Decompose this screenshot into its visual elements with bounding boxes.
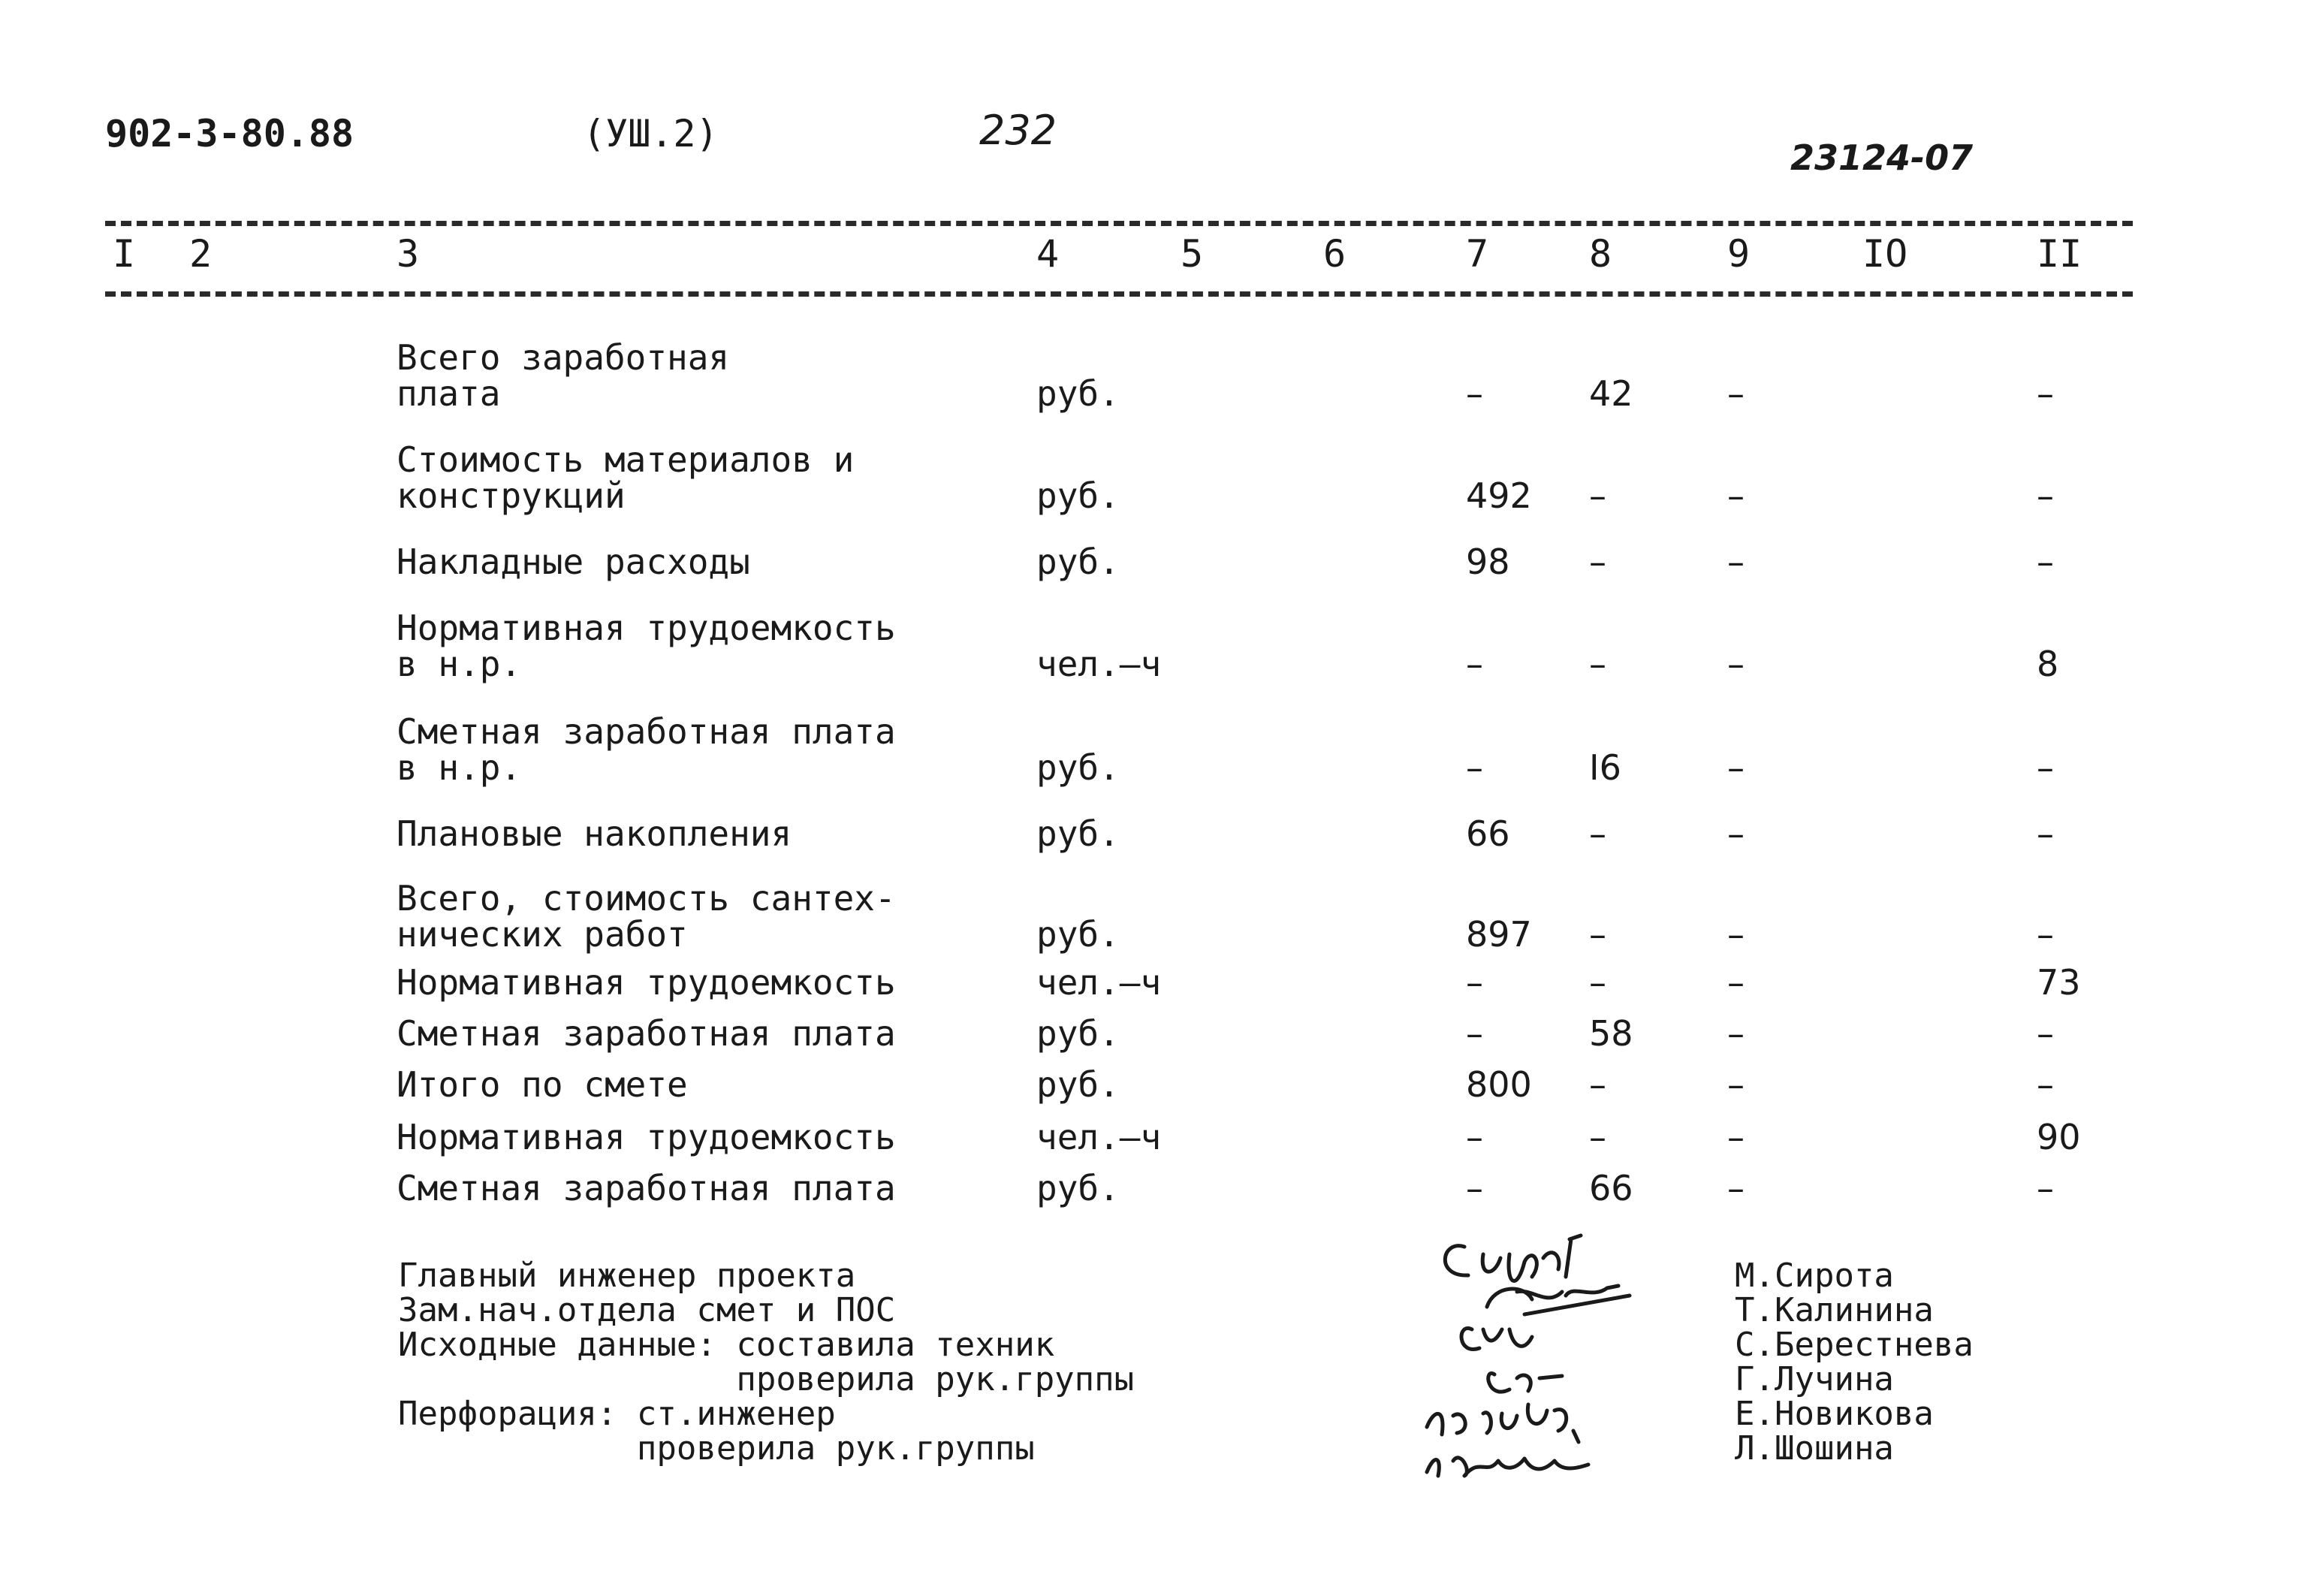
- handwritten-signatures: [1412, 1217, 1742, 1487]
- signature-roles: Главный инженер проекта Зам.нач.отдела смет и ПОС Исходные данные: составила техник проверила рук.группы Перфорация: ст.инженер проверила рук.группы: [398, 1257, 1135, 1468]
- row-col9-value: –: [1727, 644, 1745, 684]
- row-col9-value: –: [1727, 475, 1745, 516]
- row-col8-value: 58: [1589, 1013, 1633, 1054]
- row-col9-value: –: [1727, 962, 1745, 1003]
- row-unit: руб.: [1036, 813, 1120, 854]
- column-number: 6: [1323, 232, 1347, 276]
- row-col8-value: –: [1589, 475, 1606, 516]
- row-description: Плановые накопления: [397, 813, 792, 854]
- row-col11-value: –: [2037, 1064, 2054, 1105]
- row-description: Всего заработная плата: [397, 337, 730, 414]
- row-col11-value: 8: [2037, 644, 2059, 684]
- row-col7-value: 66: [1466, 813, 1510, 854]
- document-code: 902-3-80.88: [105, 112, 354, 155]
- header-rule-bottom: [105, 291, 2133, 297]
- row-col9-value: –: [1727, 813, 1745, 854]
- column-number: II: [2037, 232, 2082, 276]
- row-col11-value: –: [2037, 813, 2054, 854]
- page-number: 232: [979, 107, 1057, 154]
- row-description: Всего, стоимость сантех- нических работ: [397, 878, 896, 955]
- signature-names: М.Сирота Т.Калинина С.Берестнева Г.Лучина Е.Новикова Л.Шошина: [1735, 1257, 1974, 1468]
- row-col7-value: 897: [1466, 914, 1532, 955]
- row-col7-value: –: [1466, 747, 1483, 788]
- row-col8-value: –: [1589, 1117, 1606, 1157]
- row-col8-value: I6: [1589, 747, 1621, 788]
- column-number: 7: [1466, 232, 1489, 276]
- row-col9-value: –: [1727, 1064, 1745, 1105]
- row-unit: руб.: [1036, 475, 1120, 516]
- column-number: 4: [1036, 232, 1060, 276]
- row-description: Сметная заработная плата: [397, 1013, 896, 1054]
- row-col11-value: –: [2037, 747, 2054, 788]
- row-col9-value: –: [1727, 1013, 1745, 1054]
- row-col11-value: 73: [2037, 962, 2081, 1003]
- column-number: IO: [1862, 232, 1908, 276]
- column-number: I: [113, 232, 136, 276]
- row-col8-value: –: [1589, 962, 1606, 1003]
- row-col7-value: –: [1466, 1117, 1483, 1157]
- row-col8-value: –: [1589, 813, 1606, 854]
- row-unit: руб.: [1036, 1064, 1120, 1105]
- column-number: 3: [397, 232, 420, 276]
- row-col8-value: 42: [1589, 373, 1633, 414]
- row-col11-value: –: [2037, 1168, 2054, 1208]
- row-col11-value: –: [2037, 373, 2054, 414]
- column-number: 5: [1181, 232, 1204, 276]
- row-col7-value: 492: [1466, 475, 1532, 516]
- row-unit: чел.–ч: [1036, 644, 1162, 684]
- row-col9-value: –: [1727, 373, 1745, 414]
- row-col8-value: –: [1589, 644, 1606, 684]
- row-unit: руб.: [1036, 747, 1120, 788]
- row-description: Итого по смете: [397, 1064, 688, 1105]
- row-col8-value: 66: [1589, 1168, 1633, 1208]
- column-number: 8: [1589, 232, 1612, 276]
- row-col11-value: –: [2037, 542, 2054, 582]
- row-col7-value: 800: [1466, 1064, 1532, 1105]
- row-col7-value: 98: [1466, 542, 1510, 582]
- row-col9-value: –: [1727, 542, 1745, 582]
- row-description: Стоимость материалов и конструкций: [397, 439, 855, 516]
- row-col8-value: –: [1589, 542, 1606, 582]
- row-description: Сметная заработная плата: [397, 1168, 896, 1208]
- row-col11-value: –: [2037, 475, 2054, 516]
- row-col9-value: –: [1727, 747, 1745, 788]
- row-col11-value: 90: [2037, 1117, 2081, 1157]
- row-description: Нормативная трудоемкость в н.р.: [397, 608, 896, 684]
- sheet-section: (УШ.2): [583, 112, 719, 155]
- row-col11-value: –: [2037, 914, 2054, 955]
- row-unit: руб.: [1036, 914, 1120, 955]
- row-col7-value: –: [1466, 962, 1483, 1003]
- row-unit: руб.: [1036, 1013, 1120, 1054]
- row-col9-value: –: [1727, 1117, 1745, 1157]
- row-col7-value: –: [1466, 1168, 1483, 1208]
- row-description: Сметная заработная плата в н.р.: [397, 711, 896, 788]
- row-col7-value: –: [1466, 644, 1483, 684]
- row-unit: чел.–ч: [1036, 1117, 1162, 1157]
- row-description: Нормативная трудоемкость: [397, 1117, 896, 1157]
- row-unit: руб.: [1036, 542, 1120, 582]
- row-col7-value: –: [1466, 1013, 1483, 1054]
- row-description: Накладные расходы: [397, 542, 750, 582]
- row-unit: чел.–ч: [1036, 962, 1162, 1003]
- order-number: 23124-07: [1790, 137, 1974, 178]
- row-col9-value: –: [1727, 1168, 1745, 1208]
- column-number: 2: [189, 232, 213, 276]
- row-unit: руб.: [1036, 1168, 1120, 1208]
- row-col9-value: –: [1727, 914, 1745, 955]
- row-col7-value: –: [1466, 373, 1483, 414]
- column-number: 9: [1727, 232, 1751, 276]
- row-col8-value: –: [1589, 1064, 1606, 1105]
- row-unit: руб.: [1036, 373, 1120, 414]
- row-col11-value: –: [2037, 1013, 2054, 1054]
- row-col8-value: –: [1589, 914, 1606, 955]
- header-rule-top: [105, 221, 2133, 226]
- row-description: Нормативная трудоемкость: [397, 962, 896, 1003]
